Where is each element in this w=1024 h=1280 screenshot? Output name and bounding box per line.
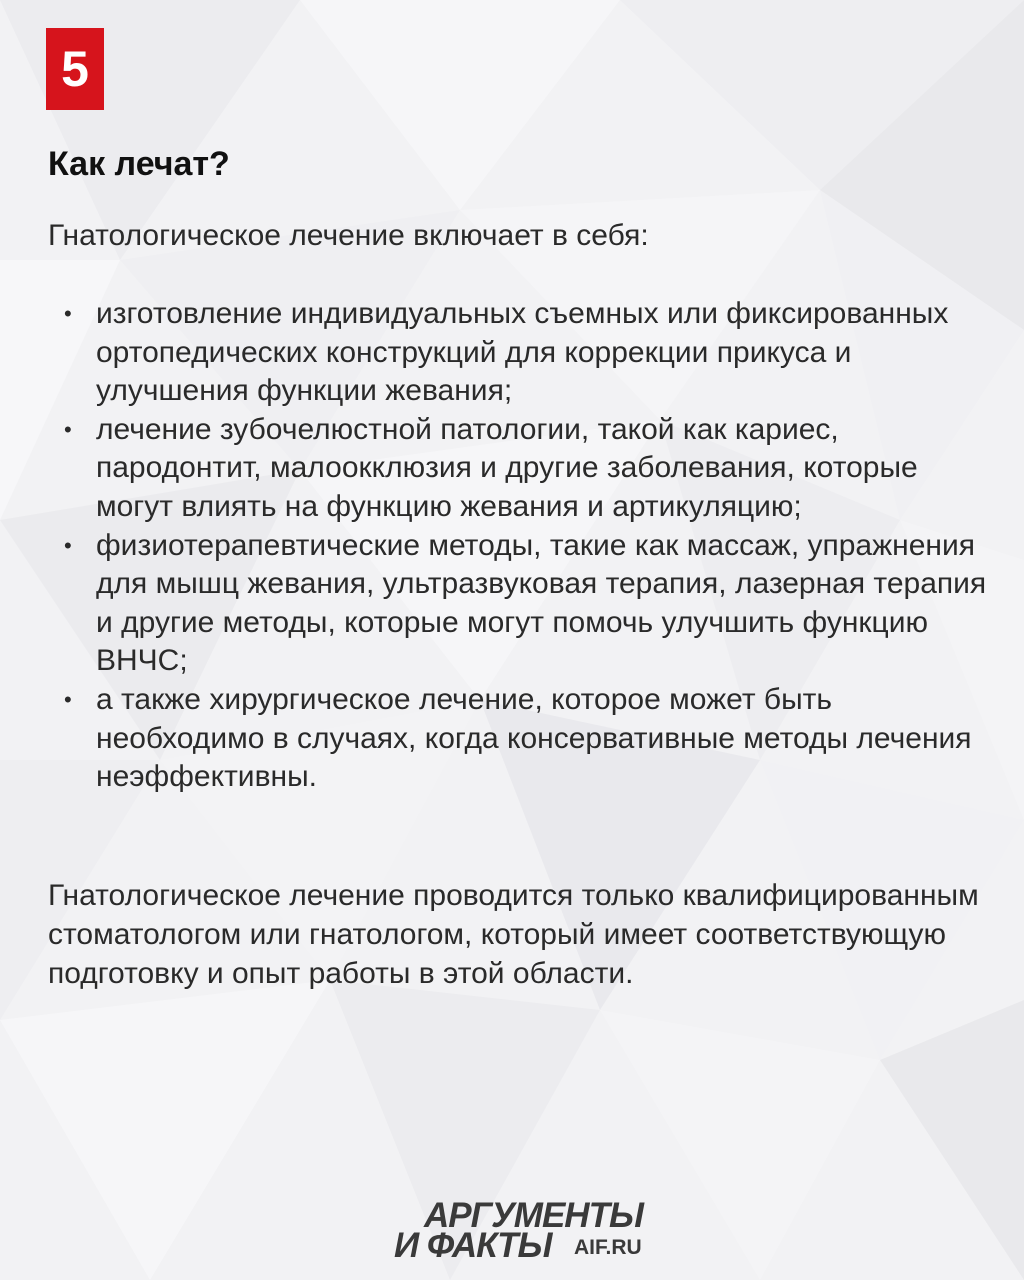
logo-site-label: AIF.RU bbox=[574, 1236, 642, 1259]
bullet-icon: • bbox=[64, 686, 72, 712]
bullet-icon: • bbox=[64, 416, 72, 442]
list-item-text: физиотерапевтические методы, такие как массаж, упражнения для мышц жевания, ультразвуковая терапия, лазерная терапия и другие методы, которые могут помочь улучшить функцию ВНЧС; bbox=[96, 528, 987, 678]
logo-line-facts: И ФАКТЫ bbox=[394, 1226, 552, 1265]
list-item-text: изготовление индивидуальных съемных или фиксированных ортопедических конструкций для коррекции прикуса и улучшения функции жевания; bbox=[96, 297, 949, 408]
page-title: Как лечат? bbox=[48, 145, 230, 183]
list-item bbox=[48, 411, 988, 527]
list-item-text: лечение зубочелюстной патологии, такой как кариес, пародонтит, малоокклюзия и другие заболевания, которые могут влиять на функцию жевания и артикуляцию; bbox=[96, 412, 918, 523]
list-item bbox=[48, 681, 988, 797]
outro-text: Гнатологическое лечение проводится только квалифицированным стоматологом или гнатологом, который имеет соответствующую подготовку и опыт работы в этой области. bbox=[48, 879, 979, 990]
bullet-icon: • bbox=[64, 301, 72, 326]
bullet-icon: • bbox=[64, 532, 72, 558]
list-item-text: а также хирургическое лечение, которое может быть необходимо в случаях, когда консервативные методы лечения неэффективны. bbox=[96, 682, 972, 794]
list-item bbox=[48, 527, 988, 681]
slide-number-badge: 5 bbox=[46, 28, 104, 110]
list-item bbox=[48, 295, 988, 411]
treatment-list bbox=[48, 295, 988, 797]
aif-logo bbox=[392, 1198, 662, 1264]
logo-line-arguments: АРГУМЕНТЫ bbox=[424, 1196, 643, 1235]
intro-text: Гнатологическое лечение включает в себя: bbox=[48, 219, 649, 252]
